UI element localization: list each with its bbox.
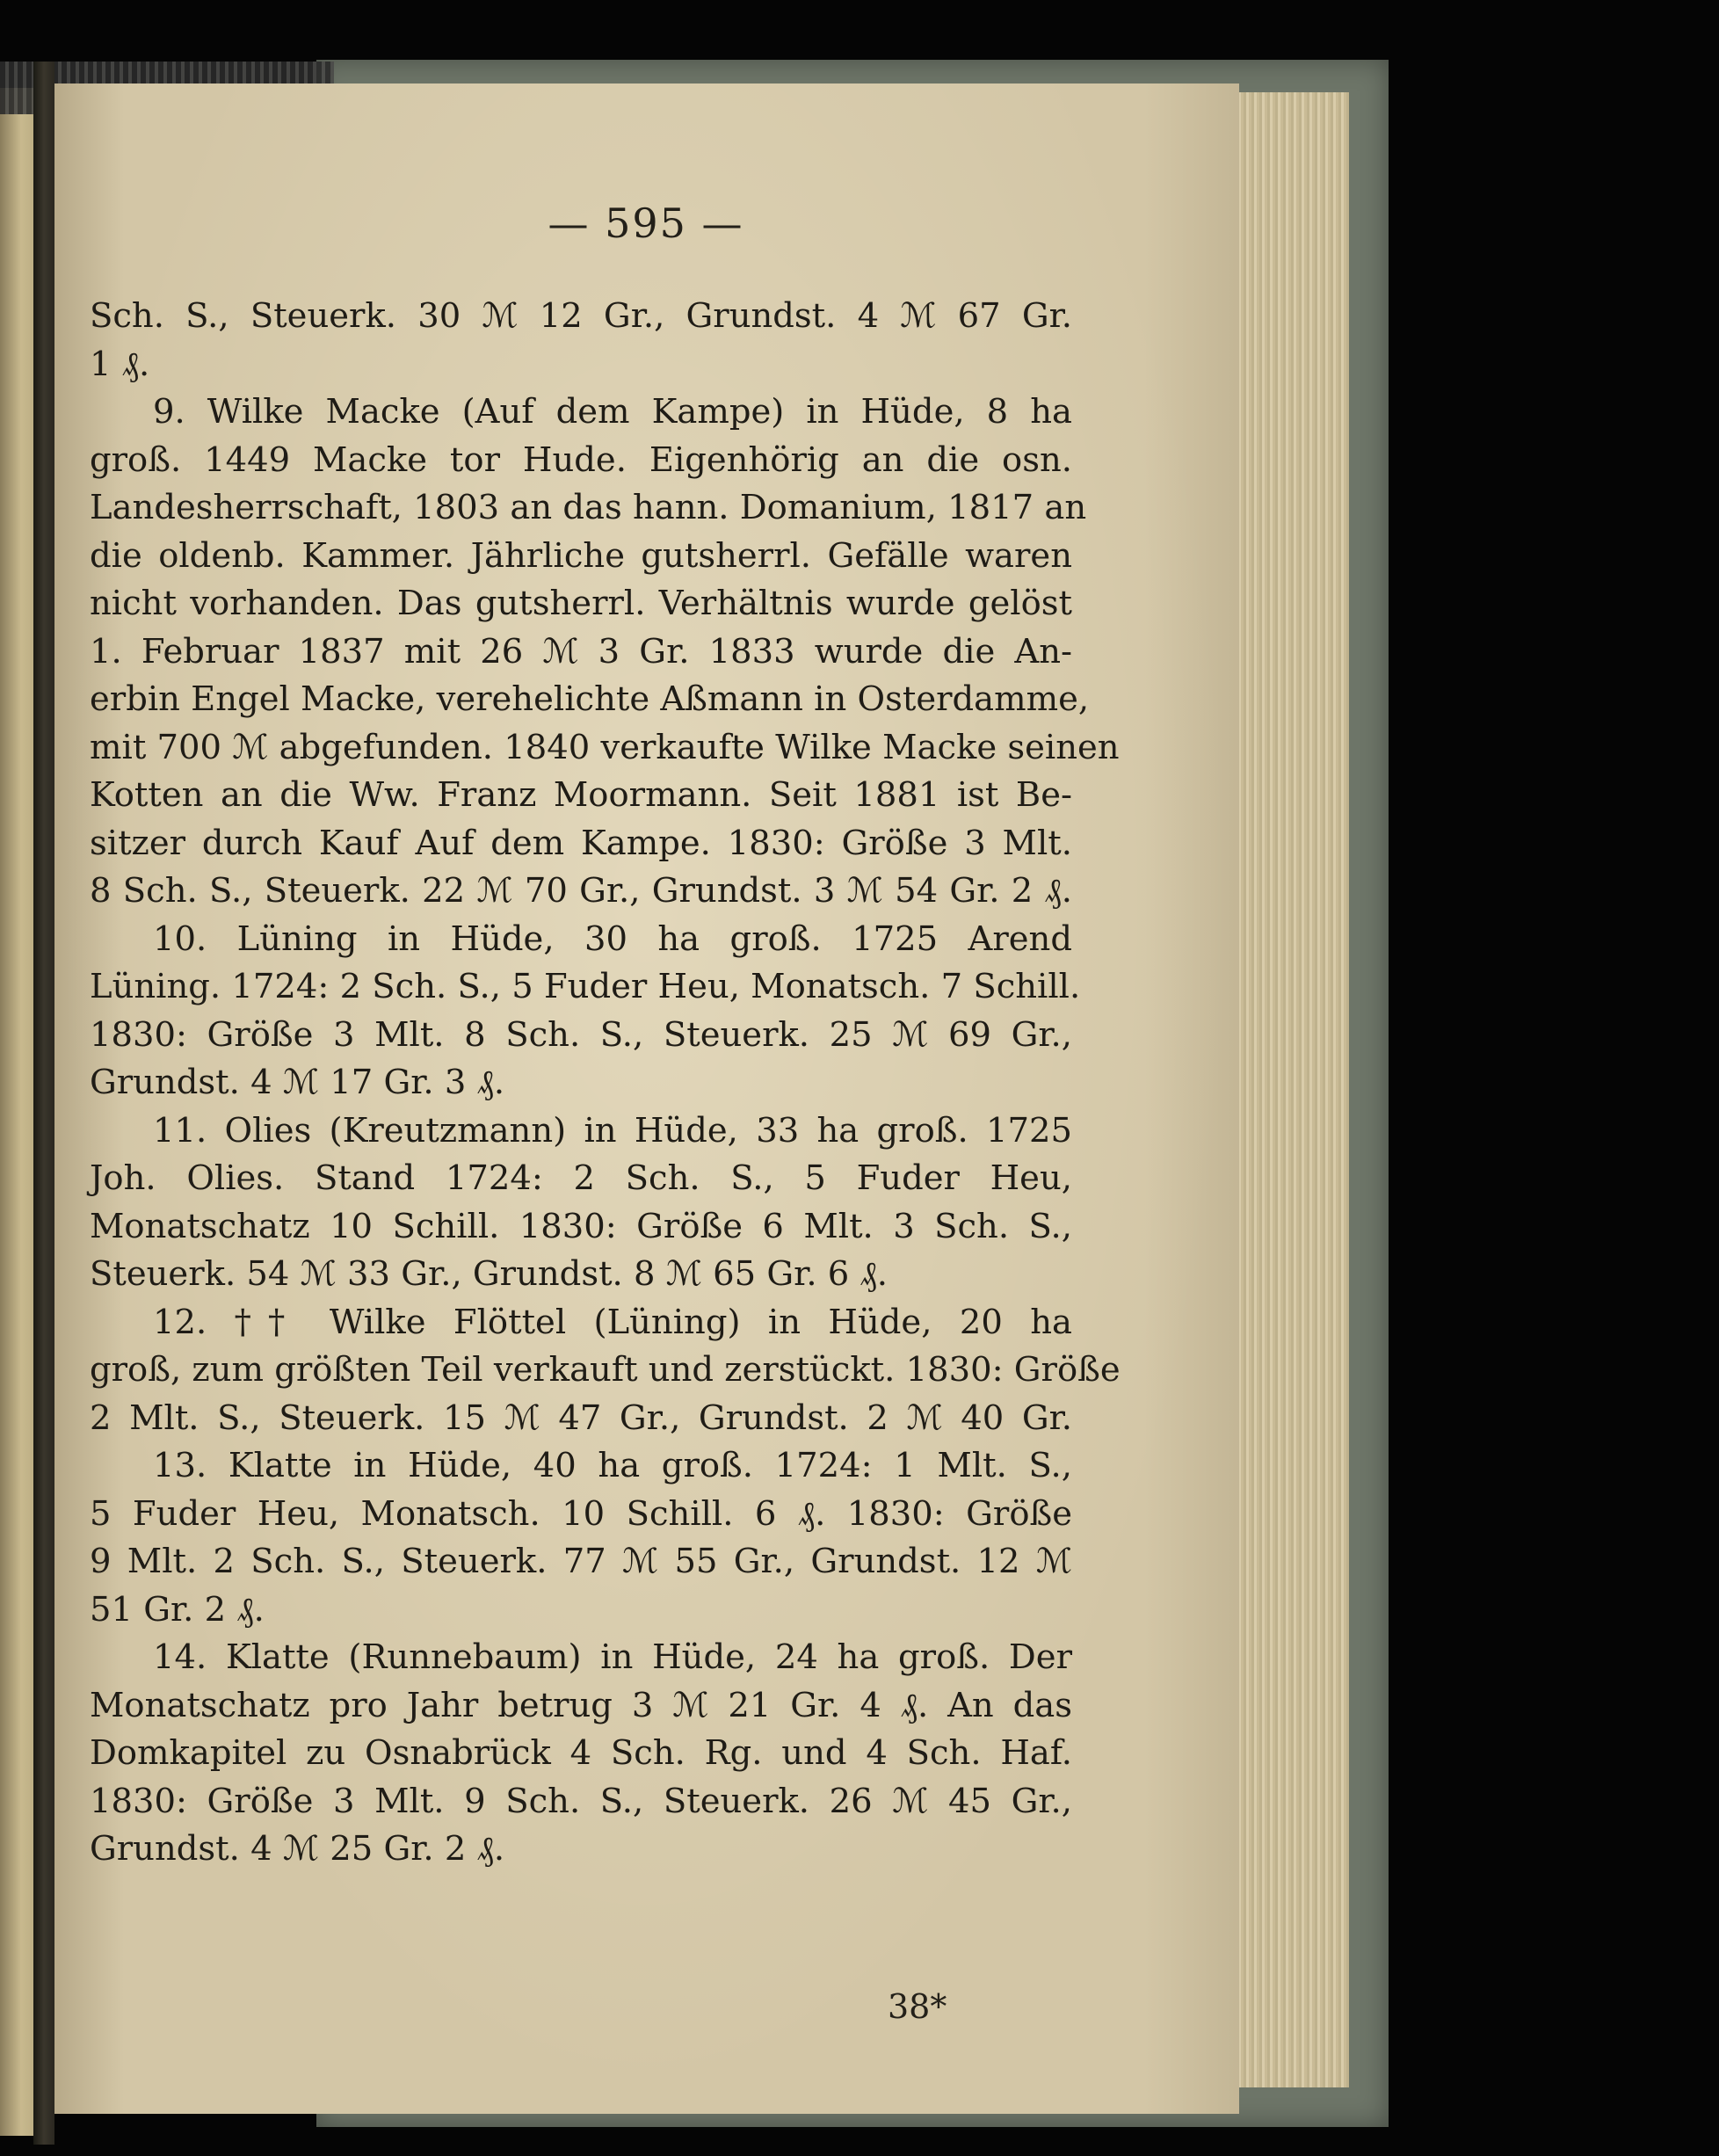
text-line: Landesherrschaft, 1803 an das hann. Domanium, 1817 an bbox=[90, 488, 1087, 527]
signature-mark: 38* bbox=[888, 1987, 947, 2026]
text-line: Kotten an die Ww. Franz Moormann. Seit 1881 ist Be- bbox=[90, 775, 1072, 815]
text-line: mit 700 ℳ abgefunden. 1840 verkaufte Wilke Macke seinen bbox=[90, 727, 1120, 767]
text-line: 14. Klatte (Runnebaum) in Hüde, 24 ha groß. Der bbox=[153, 1637, 1072, 1677]
text-line: 12. †† Wilke Flöttel (Lüning) in Hüde, 20 ha bbox=[153, 1302, 1072, 1342]
text-line: 5 Fuder Heu, Monatsch. 10 Schill. 6 ₰. 1830: Größe bbox=[90, 1493, 1072, 1534]
text-line: Sch. S., Steuerk. 30 ℳ 12 Gr., Grundst. 4 ℳ 67 Gr. bbox=[90, 296, 1072, 336]
page-body-text bbox=[90, 293, 1121, 1874]
text-line: 10. Lüning in Hüde, 30 ha groß. 1725 Arend bbox=[153, 918, 1072, 959]
text-line: 1830: Größe 3 Mlt. 8 Sch. S., Steuerk. 25 ℳ 69 Gr., bbox=[90, 1014, 1072, 1055]
text-line: 2 Mlt. S., Steuerk. 15 ℳ 47 Gr., Grundst. 2 ℳ 40 Gr. bbox=[90, 1397, 1072, 1438]
text-line: 13. Klatte in Hüde, 40 ha groß. 1724: 1 Mlt. S., bbox=[153, 1446, 1072, 1485]
text-line: groß, zum größten Teil verkauft und zerstückt. 1830: Größe bbox=[90, 1350, 1121, 1390]
text-line: Steuerk. 54 ℳ 33 Gr., Grundst. 8 ℳ 65 Gr. 6 ₰. bbox=[90, 1254, 889, 1294]
text-line: Grundst. 4 ℳ 25 Gr. 2 ₰. bbox=[90, 1829, 505, 1869]
text-line: 1. Februar 1837 mit 26 ℳ 3 Gr. 1833 wurde die An- bbox=[90, 631, 1072, 671]
text-line: nicht vorhanden. Das gutsherrl. Verhältnis wurde gelöst bbox=[90, 584, 1072, 623]
text-line: 9. Wilke Macke (Auf dem Kampe) in Hüde, 8 ha bbox=[153, 392, 1072, 432]
text-line: 11. Olies (Kreutzmann) in Hüde, 33 ha groß. 1725 bbox=[153, 1110, 1072, 1151]
text-line: Joh. Olies. Stand 1724: 2 Sch. S., 5 Fuder Heu, bbox=[90, 1158, 1072, 1198]
text-line: erbin Engel Macke, verehelichte Aßmann in Osterdamme, bbox=[90, 679, 1090, 719]
text-line: Lüning. 1724: 2 Sch. S., 5 Fuder Heu, Monatsch. 7 Schill. bbox=[90, 967, 1081, 1006]
book-gutter bbox=[33, 62, 54, 2145]
text-line: 1830: Größe 3 Mlt. 9 Sch. S., Steuerk. 26 ℳ 45 Gr., bbox=[90, 1781, 1072, 1821]
text-line: Domkapitel zu Osnabrück 4 Sch. Rg. und 4 Sch. Haf. bbox=[90, 1733, 1072, 1773]
text-line: sitzer durch Kauf Auf dem Kampe. 1830: Größe 3 Mlt. bbox=[90, 823, 1072, 863]
text-line: Monatschatz 10 Schill. 1830: Größe 6 Mlt. 3 Sch. S., bbox=[90, 1206, 1072, 1246]
text-line: 1 ₰. bbox=[90, 344, 150, 384]
left-page-edge bbox=[0, 88, 35, 2136]
book-page bbox=[53, 83, 1239, 2114]
text-line: Monatschatz pro Jahr betrug 3 ℳ 21 Gr. 4 ₰. An das bbox=[90, 1685, 1072, 1725]
text-line: 51 Gr. 2 ₰. bbox=[90, 1589, 265, 1630]
page-number: — 595 — bbox=[548, 200, 744, 247]
text-line: 8 Sch. S., Steuerk. 22 ℳ 70 Gr., Grundst. 3 ℳ 54 Gr. 2 ₰. bbox=[90, 871, 1072, 911]
text-line: die oldenb. Kammer. Jährliche gutsherrl. Gefälle waren bbox=[90, 535, 1072, 576]
text-line: Grundst. 4 ℳ 17 Gr. 3 ₰. bbox=[90, 1063, 505, 1102]
text-line: 9 Mlt. 2 Sch. S., Steuerk. 77 ℳ 55 Gr., Grundst. 12 ℳ bbox=[90, 1542, 1072, 1581]
text-line: groß. 1449 Macke tor Hude. Eigenhörig an die osn. bbox=[90, 439, 1072, 480]
